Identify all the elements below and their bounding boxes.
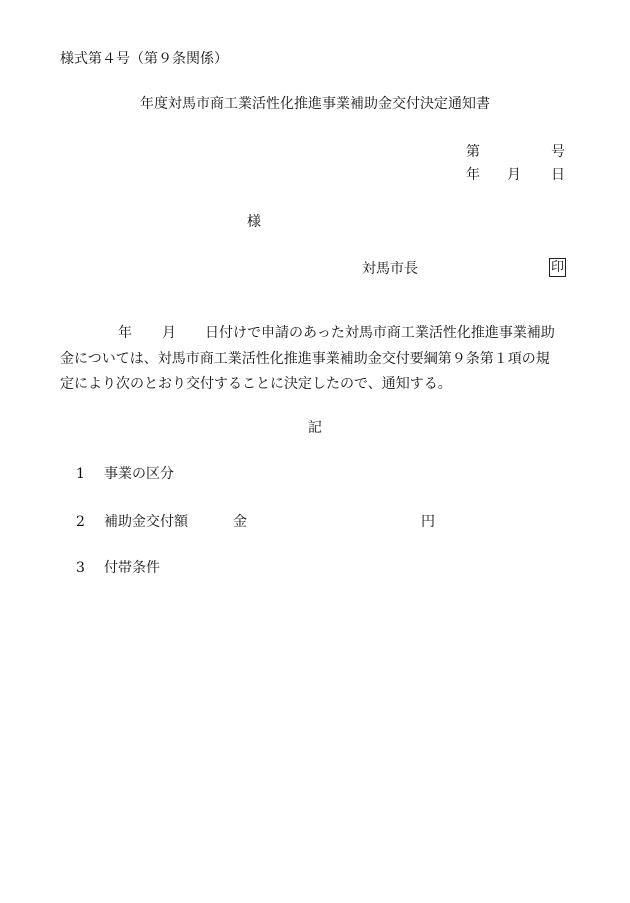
- body-line-1-text: 日付けで申請のあった対馬市商工業活性化推進事業補助: [205, 325, 555, 341]
- item-number: 2: [76, 514, 85, 530]
- date-year-label: 年: [466, 167, 480, 183]
- amount-prefix: 金: [233, 514, 247, 530]
- item-label: 付帯条件: [104, 560, 160, 576]
- document-title: 年度対馬市商工業活性化推進事業補助金交付決定通知書: [140, 96, 490, 112]
- body-month-label: 月: [162, 325, 176, 341]
- form-number: 様式第４号（第９条関係）: [60, 51, 228, 67]
- body-line-3: 定により次のとおり交付することに決定したので、通知する。: [60, 376, 452, 392]
- amount-unit: 円: [421, 514, 435, 530]
- item-label: 事業の区分: [104, 466, 174, 482]
- body-line-2: 金については、対馬市商工業活性化推進事業補助金交付要綱第９条第１項の規: [60, 351, 550, 367]
- date-day-label: 日: [551, 167, 565, 183]
- seal-mark: 印: [551, 260, 565, 275]
- body-year-label: 年: [118, 325, 132, 341]
- item-number: 3: [76, 560, 85, 576]
- ki-heading: 記: [308, 420, 322, 436]
- issuer-name: 対馬市長: [362, 261, 418, 277]
- item-number: 1: [76, 466, 85, 482]
- addressee-honorific: 様: [247, 214, 261, 230]
- reference-number-prefix: 第: [466, 144, 480, 160]
- reference-number-suffix: 号: [551, 144, 565, 160]
- item-label: 補助金交付額: [104, 514, 188, 530]
- date-month-label: 月: [507, 167, 521, 183]
